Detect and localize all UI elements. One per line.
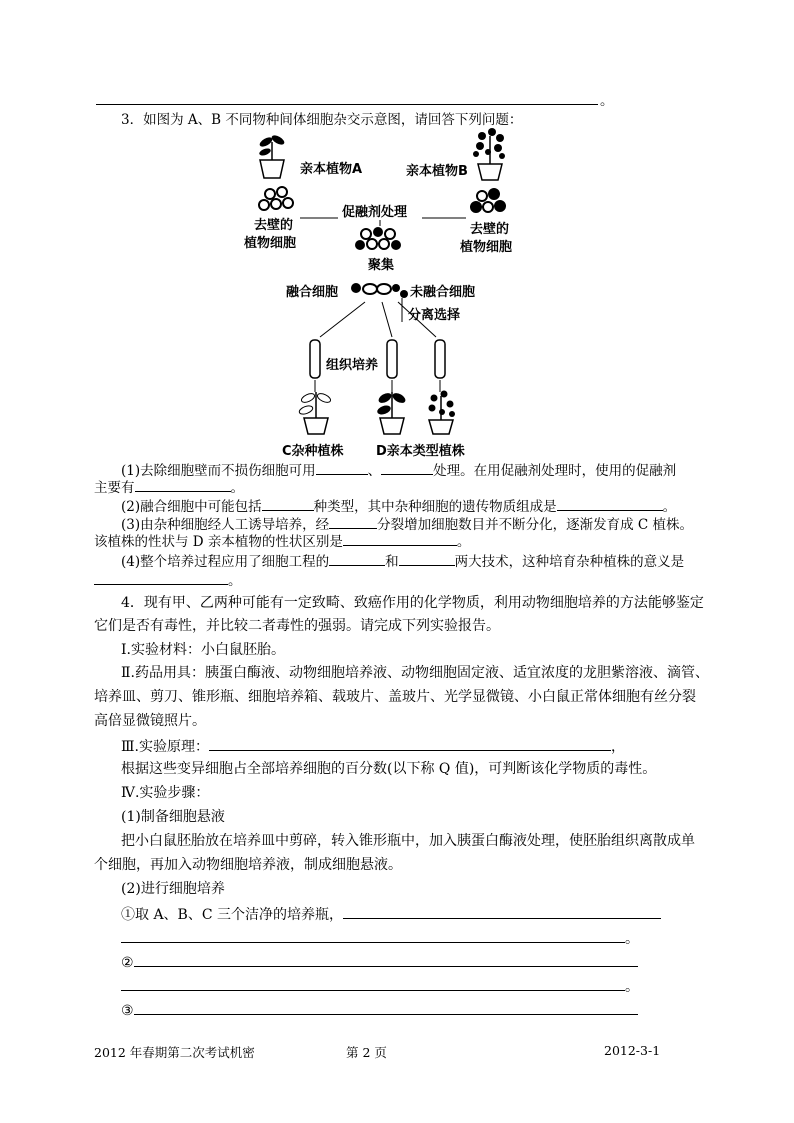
label-c-plant: C杂种植株 (282, 444, 344, 459)
label-d-plant: D亲本类型植株 (376, 444, 465, 459)
blank-item2-a[interactable] (134, 953, 638, 967)
label-separate: 分离选择 (408, 308, 461, 323)
blank-division-type[interactable] (329, 515, 377, 529)
q4-item1-line1 (121, 905, 661, 924)
q3-sub2-line (121, 497, 676, 516)
blank-trait-difference[interactable] (343, 532, 457, 546)
q3-sub1-text-d: 主要有 (94, 480, 135, 496)
q3-sub1-line2 (94, 478, 244, 497)
blank-type-count[interactable] (262, 497, 314, 511)
parent-type-plant-a-icon (376, 391, 407, 434)
q4-principle-line2: 根据这些变异细胞占全部培养细胞的百分数(以下称 Q 值)，可判断该化学物质的毒性。 (121, 761, 657, 777)
q3-sub2-text-a: (2)融合细胞中可能包括 (121, 499, 262, 515)
footer-page-number: 第 2 页 (346, 1045, 387, 1060)
q3-sub1-text-a: (1)去除细胞壁而不损伤细胞可用 (121, 463, 316, 479)
label-dewalled-left-1: 去壁的 (254, 218, 294, 233)
label-aggregate: 聚集 (368, 258, 395, 273)
q4-tools-line2: 培养皿、剪刀、锥形瓶、细胞培养箱、载玻片、盖玻片、光学显微镜、小白鼠正常体细胞有丝分裂 (94, 689, 696, 705)
q4-item1-text: ①取 A、B、C 三个洁净的培养瓶， (121, 907, 344, 923)
q4-stem-line2: 它们是否有毒性，并比较二者毒性的强弱。请完成下列实验报告。 (94, 618, 500, 634)
hybrid-plant-c-icon (298, 392, 332, 434)
q4-step1-text2: 个细胞，再加入动物细胞培养液，制成细胞悬液。 (94, 857, 402, 873)
blank-principle[interactable] (209, 737, 611, 751)
q3-sub1-text-c: 处理。在用促融剂处理时，使用的促融剂 (433, 463, 677, 479)
q4-materials: Ⅰ.实验材料：小白鼠胚胎。 (121, 642, 285, 658)
plant-a-icon (258, 133, 286, 178)
dewalled-cells-left-icon (259, 187, 293, 210)
q3-sub3-text-b: 分裂增加细胞数目并不断分化，逐渐发育成 C 植株。 (377, 517, 694, 533)
label-dewalled-right-1: 去壁的 (470, 222, 510, 237)
blank-fusion-agent[interactable] (135, 478, 231, 492)
q4-step1-text1: 把小白鼠胚胎放在培养皿中剪碎，转入锥形瓶中，加入胰蛋白酶液处理，使胚胎组织离散成单 (121, 833, 695, 849)
blank-item2-b[interactable] (121, 977, 625, 991)
blank-enzyme-2[interactable] (381, 461, 433, 475)
label-parent-a: 亲本植物A (300, 162, 363, 177)
blank-genetic-material[interactable] (557, 497, 663, 511)
blank-item1-a[interactable] (343, 905, 661, 919)
line-end-mark: 。 (600, 93, 614, 109)
footer-left: 2012 年春期第二次考试机密 (94, 1045, 255, 1060)
q3-sub3-text-a: (3)由杂种细胞经人工诱导培养，经 (121, 517, 330, 533)
blank-item3-a[interactable] (134, 1001, 638, 1015)
q4-stem-line1: 4．现有甲、乙两种可能有一定致畸、致癌作用的化学物质，利用动物细胞培养的方法能够鉴定 (121, 595, 704, 611)
q4-item1-end: 。 (625, 931, 639, 947)
label-fused: 融合细胞 (286, 285, 339, 300)
q4-principle-line (121, 737, 625, 756)
label-dewalled-left-2: 植物细胞 (244, 236, 297, 251)
q3-sub4-text-d: 。 (228, 573, 242, 589)
label-parent-b: 亲本植物B (406, 164, 468, 179)
fused-cells-icon (351, 283, 408, 298)
q4-principle-end: ， (610, 739, 625, 755)
q4-tools-line3: 高倍显微镜照片。 (94, 713, 206, 729)
q4-tools-line1: Ⅱ.药品用具：胰蛋白酶液、动物细胞培养液、动物细胞固定液、适宜浓度的龙胆紫溶液、滴管、 (121, 665, 709, 681)
q3-sub3-text-d: 。 (456, 534, 471, 550)
blank-technique-2[interactable] (399, 552, 455, 566)
q3-sub4-line2 (94, 571, 242, 590)
blank-item1-b[interactable] (121, 929, 625, 943)
q4-item2-line2 (121, 977, 639, 996)
q4-item3-text: ③ (121, 1003, 134, 1019)
parent-type-plant-b-icon (429, 391, 456, 435)
q3-sub1-text-e: 。 (230, 480, 244, 496)
label-culture: 组织培养 (326, 358, 379, 373)
plant-b-icon (473, 128, 505, 180)
cell-hybridization-figure (230, 122, 560, 460)
blank-significance[interactable] (94, 571, 228, 585)
q4-item2-line1 (121, 953, 638, 972)
q3-sub2-text-b: 种类型，其中杂种细胞的遗传物质组成是 (313, 499, 557, 515)
q4-step2-title: (2)进行细胞培养 (121, 881, 225, 897)
q4-item1-line2 (121, 929, 639, 948)
q3-sub1-text-b: 、 (367, 463, 382, 479)
q3-sub2-text-c: 。 (662, 499, 677, 515)
blank-enzyme-1[interactable] (316, 461, 368, 475)
footer-date: 2012-3-1 (604, 1043, 661, 1058)
dewalled-cells-right-icon (471, 189, 505, 212)
q4-principle-label: Ⅲ.实验原理： (121, 739, 209, 755)
figure-drawing (230, 122, 560, 460)
q4-item2-text: ② (121, 955, 134, 971)
q4-item3-line1 (121, 1001, 638, 1020)
q3-sub4-text-b: 和 (385, 554, 399, 570)
q4-item2-end: 。 (625, 979, 639, 995)
q3-stem: 3．如图为 A、B 不同物种间体细胞杂交示意图，请回答下列问题： (121, 112, 523, 128)
label-unfused: 未融合细胞 (410, 285, 476, 300)
q3-sub4-text-a: (4)整个培养过程应用了细胞工程的 (121, 554, 330, 570)
label-dewalled-right-2: 植物细胞 (460, 240, 513, 255)
q3-sub3-text-c: 该植株的性状与 D 亲本植物的性状区别是 (94, 534, 343, 550)
q3-sub4-line1 (121, 552, 684, 571)
q3-sub4-text-c: 两大技术，这种培育杂种植株的意义是 (454, 554, 685, 570)
q4-steps-label: Ⅳ.实验步骤： (121, 785, 210, 801)
label-fusion-treatment: 促融剂处理 (342, 205, 408, 220)
q4-step1-title: (1)制备细胞悬液 (121, 809, 225, 825)
q3-sub3-line2 (94, 532, 470, 551)
aggregated-cells-icon (355, 227, 401, 250)
answer-line (96, 104, 598, 105)
blank-technique-1[interactable] (329, 552, 385, 566)
